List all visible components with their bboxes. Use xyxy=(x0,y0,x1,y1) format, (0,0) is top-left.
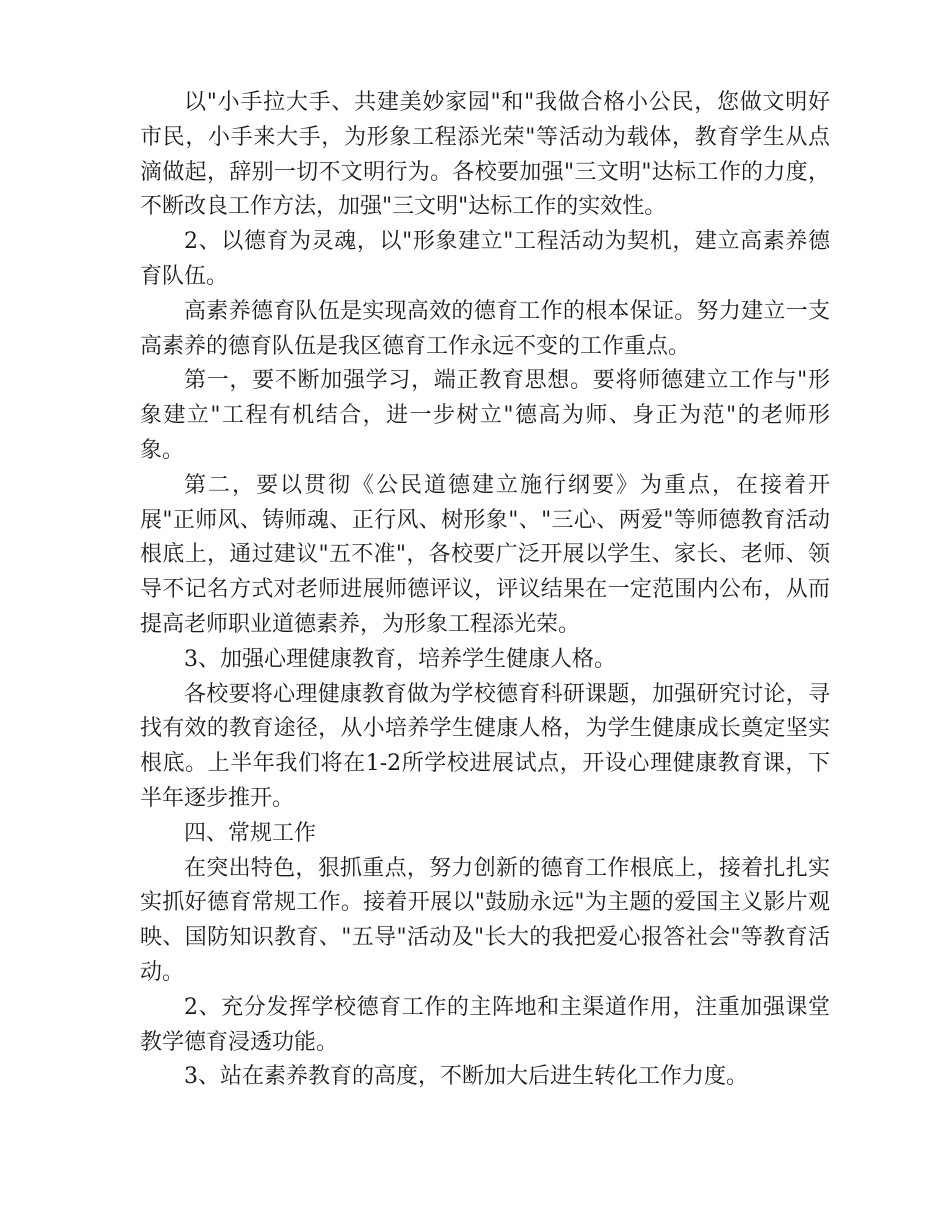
paragraph-activities: 以"小手拉大手、共建美妙家园"和"我做合格小公民，您做文明好市民，小手来大手，为形象工程添光荣"等活动为载体，教育学生从点滴做起，辞别一切不文明行为。各校要加强"三文明"达标工作的力度，不断改良工作方法，加强"三文明"达标工作的实效性。 xyxy=(140,90,830,220)
paragraph-classroom: 2、充分发挥学校德育工作的主阵地和主渠道作用，注重加强课堂教学德育浸透功能。 xyxy=(140,994,830,1055)
paragraph-routine-work: 在突出特色，狠抓重点，努力创新的德育工作根底上，接着扎扎实实抓好德育常规工作。接着开展以"鼓励永远"为主题的爱国主义影片观映、国防知识教育、"五导"活动及"长大的我把爱心报答社会"等教育活动。 xyxy=(140,855,830,985)
paragraph-underachievers: 3、站在素养教育的高度，不断加大后进生转化工作力度。 xyxy=(184,1064,748,1090)
section-heading-routine: 四、常规工作 xyxy=(184,820,317,846)
paragraph-team-quality: 高素养德育队伍是实现高效的德育工作的根本保证。努力建立一支高素养的德育队伍是我区德育工作永远不变的工作重点。 xyxy=(140,298,830,359)
paragraph-heading-3: 3、加强心理健康教育，培养学生健康人格。 xyxy=(184,646,616,672)
paragraph-second: 第二，要以贯彻《公民道德建立施行纲要》为重点，在接着开展"正师风、铸师魂、正行风、树形象"、"三心、两爱"等师德教育活动根底上，通过建议"五不准"，各校要广泛开展以学生、家长、老师、领导不记名方式对老师进展师德评议，评议结果在一定范围内公布，从而提高老师职业道德素养，为形象工程添光荣。 xyxy=(140,472,830,637)
document-body xyxy=(140,86,830,1095)
paragraph-heading-2: 2、以德育为灵魂，以"形象建立"工程活动为契机，建立高素养德育队伍。 xyxy=(140,229,830,289)
paragraph-first: 第一，要不断加强学习，端正教育思想。要将师德建立工作与"形象建立"工程有机结合，进一步树立"德高为师、身正为范"的老师形象。 xyxy=(140,368,830,463)
paragraph-mental-health: 各校要将心理健康教育做为学校德育科研课题，加强研究讨论，寻找有效的教育途径，从小培养学生健康人格，为学生健康成长奠定坚实根底。上半年我们将在1-2所学校进展试点，开设心理健康教育课，下半年逐步推开。 xyxy=(140,681,830,811)
